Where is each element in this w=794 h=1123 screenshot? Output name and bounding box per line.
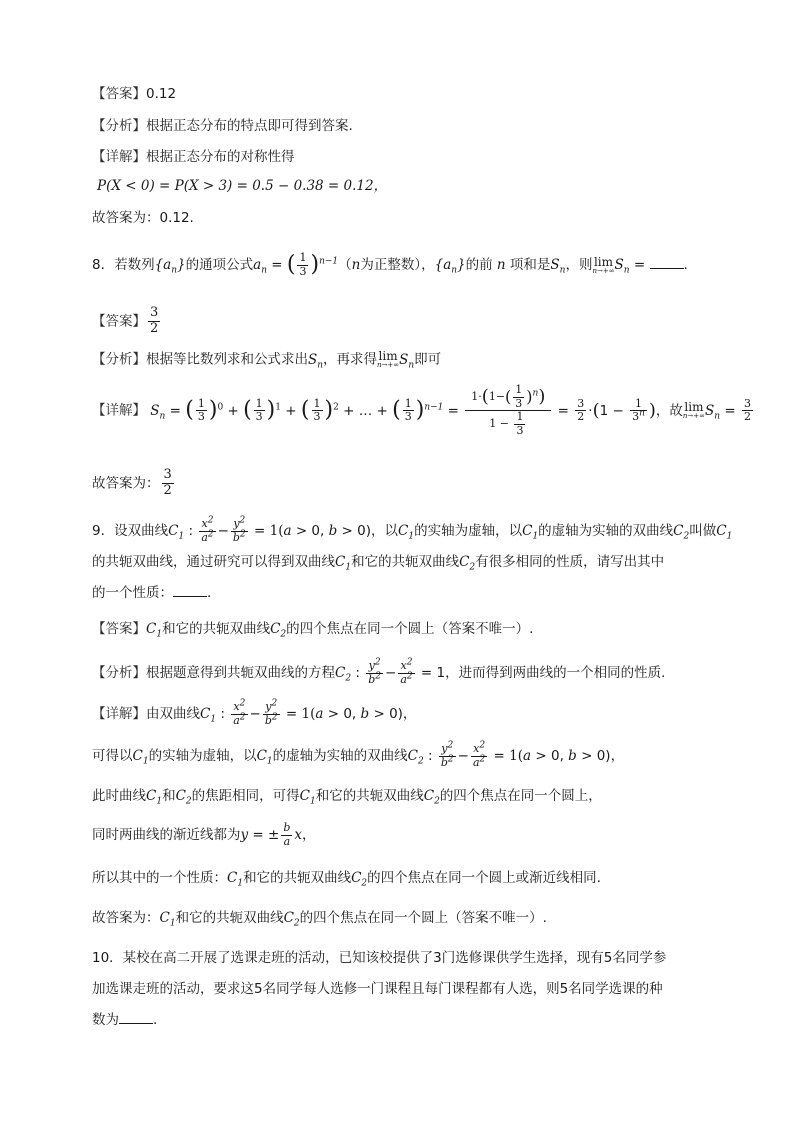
q8-question: 8．若数列$\{a_n\}$的通项公式$a_n$ = ( $\frac{1}{3}$ )$^{n-1}$（n为正整数），$\{a_n\}$的前 n 项和是$S_n$，则 lim n→+∞ $S_n$ = . bbox=[92, 251, 688, 278]
answer-label: 【答案】 bbox=[92, 86, 146, 102]
detail-label: 【详解】 bbox=[92, 149, 146, 165]
q7-final-value: 0.12. bbox=[159, 210, 194, 226]
analysis-label: 【分析】 bbox=[92, 118, 146, 134]
q7-detail bbox=[92, 149, 295, 165]
q7-analysis bbox=[92, 118, 353, 134]
q7-analysis-text: 根据正态分布的特点即可得到答案. bbox=[146, 118, 353, 134]
q9-detail: 【详解】由双曲线$C_1$ : $\frac{x^2}{a^2}$ − $\frac{y^2}{b^2}$ = 1(a > 0, b > 0)， bbox=[92, 698, 417, 727]
q9-answer: 【答案】$C_1$和它的共轭双曲线$C_2$的四个焦点在同一个圆上（答案不唯一）. bbox=[92, 621, 534, 640]
q9-final: 故答案为：$C_1$和它的共轭双曲线$C_2$的四个焦点在同一个圆上（答案不唯一）. bbox=[92, 910, 547, 929]
so-label: 故答案为： bbox=[92, 210, 160, 226]
q7-final bbox=[92, 210, 194, 226]
q9-question-line1: 9．设双曲线$C_1$ : $\frac{x^2}{a^2}$ − $\frac{y^2}{b^2}$ = 1(a > 0, b > 0)，以$C_1$的实轴为虚轴，以$C_1$的虚轴为实轴的双曲线$C_2$叫做$C_1$ bbox=[92, 515, 733, 544]
q9-line-c: 此时曲线$C_1$和$C_2$的焦距相同，可得$C_1$和它的共轭双曲线$C_2$的四个焦点在同一个圆上， bbox=[92, 788, 602, 807]
q10-line1: 10．某校在高二开展了选课走班的活动，已知该校提供了3门选修课供学生选择，现有5名同学参 bbox=[92, 950, 667, 966]
q7-detail-text: 根据正态分布的对称性得 bbox=[146, 149, 295, 165]
q8-detail: 【详解】 $S_n$ = ( $\frac{1}{3}$ )$^0$ + ( $\frac{1}{3}$ )$^1$ + ( $\frac{1}{3}$ )$^2$ + … + ( $\frac{1}{3}$ )$^{n-1}$ = 1·(1−( $\frac{1}{3}$ )$^n$) 1 − $\frac{1}{3}$ = $\frac{3}{2}$ ·(1 − $\frac{1}{3^n}$ )，故 lim n→+∞ $S_n$ = $\frac{3}{2}$ bbox=[92, 383, 751, 437]
q7-answer-value: 0.12 bbox=[146, 86, 177, 102]
q7-answer bbox=[92, 86, 176, 102]
q9-question-line2: 的共轭双曲线，通过研究可以得到双曲线$C_1$和它的共轭双曲线$C_2$有很多相同的性质，请写出其中 bbox=[92, 554, 665, 573]
q7-equation: P(X < 0) = P(X > 3) = 0.5 − 0.38 = 0.12， bbox=[97, 178, 388, 194]
q9-line-d: 同时两曲线的渐近线都为y = ± $\frac{b}{a}$ x， bbox=[92, 821, 316, 848]
q10-line2: 加选课走班的活动，要求这5名同学每人选修一门课程且每门课程都有人选，则5名同学选课的种 bbox=[92, 981, 663, 997]
q9-question-line3: 的一个性质： . bbox=[92, 585, 212, 601]
seq-an: $\{a_n\}$ bbox=[154, 257, 186, 276]
q10-line3: 数为 . bbox=[92, 1012, 158, 1028]
answer-blank bbox=[650, 258, 684, 269]
q8-analysis: 【分析】根据等比数列求和公式求出$S_n$，再求得 lim n→+∞ $S_n$即可 bbox=[92, 349, 442, 371]
q8-answer: 【答案】 $\frac{3}{2}$ bbox=[92, 305, 159, 336]
q9-line-e: 所以其中的一个性质：$C_1$和它的共轭双曲线$C_2$的四个焦点在同一个圆上或渐近线相同. bbox=[92, 870, 601, 889]
q9-line-b: 可得以$C_1$的实轴为虚轴，以$C_1$的虚轴为实轴的双曲线$C_2$ : $\frac{y^2}{b^2}$ − $\frac{x^2}{a^2}$ = 1(a > 0, b > 0)， bbox=[92, 740, 625, 769]
q8-final: 故答案为： $\frac{3}{2}$ bbox=[92, 467, 172, 498]
q9-analysis: 【分析】根据题意得到共轭双曲线的方程$C_2$ : $\frac{y^2}{b^2}$ − $\frac{x^2}{a^2}$ = 1，进而得到两曲线的一个相同的性质. bbox=[92, 657, 666, 686]
